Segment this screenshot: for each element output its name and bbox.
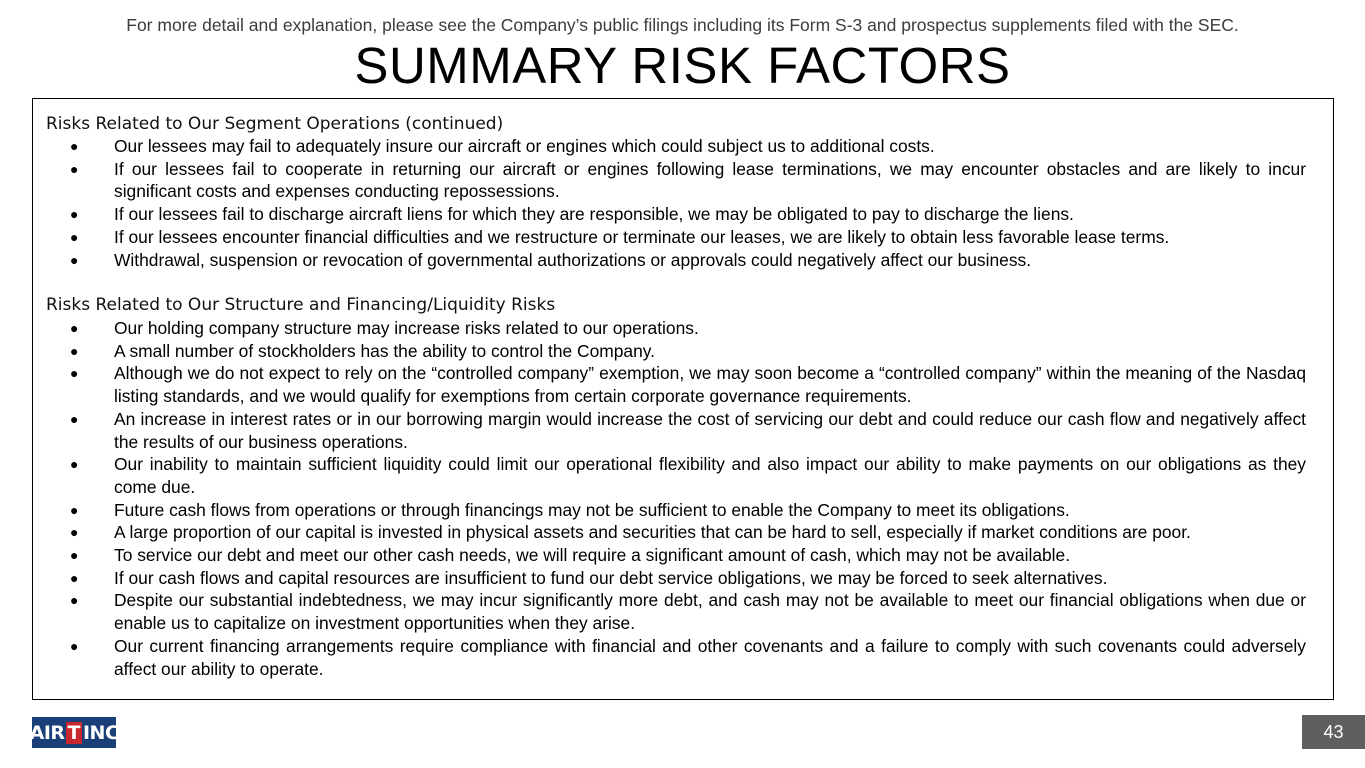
list-item-text: Our current financing arrangements require compliance with financial and other covenants and a failure to comply with such covenants could adversely affect our ability to operate. (114, 635, 1306, 679)
list-item-text: An increase in interest rates or in our borrowing margin would increase the cost of servicing our debt and could reduce our cash flow and negatively affect the results of our business operations. (114, 408, 1306, 452)
list-item-text: A large proportion of our capital is invested in physical assets and securities that can be hard to sell, especially if market conditions are poor. (114, 522, 1191, 543)
list-item (33, 544, 1333, 567)
bullet-icon: ● (70, 501, 79, 518)
logo-text-right: INC (82, 721, 119, 744)
risk-factors-box (32, 98, 1334, 700)
logo-text-accent: T (67, 721, 80, 744)
list-item (33, 408, 1333, 453)
list-item-text: If our lessees encounter financial difficulties and we restructure or terminate our leases, we are likely to obtain less favorable lease terms. (114, 226, 1170, 247)
list-item (33, 135, 1333, 158)
bullet-icon: ● (70, 320, 79, 336)
bullet-icon: ● (70, 410, 79, 427)
list-item (33, 340, 1333, 363)
list-item (33, 203, 1333, 226)
list-item-text: Future cash flows from operations or through financings may not be sufficient to enable the Company to meet its obligations. (114, 499, 1070, 520)
logo-text-left: AIR (29, 721, 65, 744)
list-item (33, 521, 1333, 544)
bullet-icon: ● (70, 637, 79, 654)
list-item-text: To service our debt and meet our other cash needs, we will require a significant amount of cash, which may not be available. (114, 545, 1071, 566)
bullet-icon: ● (70, 138, 79, 154)
list-item-text: Withdrawal, suspension or revocation of governmental authorizations or approvals could negatively affect our business. (114, 249, 1032, 270)
company-logo (29, 717, 119, 748)
list-item-text: A small number of stockholders has the ability to control the Company. (114, 340, 655, 361)
bullet-icon: ● (70, 206, 79, 223)
list-item (33, 226, 1333, 249)
bullet-icon: ● (70, 251, 79, 268)
list-item-text: Despite our substantial indebtedness, we may incur significantly more debt, and cash may not be available to meet our financial obligations when due or enable us to capitalize on investment opportunities when they arise. (114, 590, 1306, 634)
list-item (33, 567, 1333, 590)
list-item-text: Our lessees may fail to adequately insure our aircraft or engines which could subject us to additional costs. (114, 136, 935, 156)
list-item (33, 635, 1333, 680)
list-item (33, 453, 1333, 498)
list-item-text: If our cash flows and capital resources are insufficient to fund our debt service obligations, we may be forced to seek alternatives. (114, 567, 1108, 588)
list-item (33, 158, 1333, 203)
section-heading: Risks Related to Our Structure and Financing/Liquidity Risks (46, 295, 556, 315)
list-item (33, 317, 1333, 340)
page-number: 43 (1302, 715, 1365, 749)
list-item (33, 362, 1333, 407)
bullet-icon: ● (70, 456, 79, 473)
list-item-text: If our lessees fail to cooperate in returning our aircraft or engines following lease terminations, we may encounter obstacles and are likely to incur significant costs and expenses conducting repossessions. (114, 158, 1306, 202)
bullet-icon: ● (70, 342, 79, 359)
list-item-text: Our inability to maintain sufficient liquidity could limit our operational flexibility and also impact our ability to make payments on our obligations as they come due. (114, 454, 1306, 497)
bullet-icon: ● (70, 228, 79, 245)
list-item (33, 589, 1333, 634)
section-heading: Risks Related to Our Segment Operations (continued) (46, 114, 504, 134)
list-item (33, 249, 1333, 272)
bullet-icon: ● (70, 547, 79, 564)
bullet-list (33, 135, 1333, 271)
bullet-icon: ● (70, 365, 79, 382)
bullet-icon: ● (70, 592, 79, 609)
list-item-text: If our lessees fail to discharge aircraft liens for which they are responsible, we may be obligated to pay to discharge the liens. (114, 204, 1074, 225)
bullet-icon: ● (70, 524, 79, 541)
bullet-icon: ● (70, 569, 79, 586)
list-item-text: Our holding company structure may increase risks related to our operations. (114, 318, 699, 338)
list-item (33, 499, 1333, 522)
bullet-icon: ● (70, 160, 79, 177)
bullet-list (33, 317, 1333, 680)
page-title: SUMMARY RISK FACTORS (354, 37, 1011, 94)
disclaimer: For more detail and explanation, please see the Company’s public filings including its Form S-3 and prospectus supplements filed with the SEC. (126, 15, 1239, 35)
list-item-text: Although we do not expect to rely on the “controlled company” exemption, we may soon become a “controlled company” within the meaning of the Nasdaq listing standards, and we would qualify for exemptions from certain corporate governance requirements. (114, 363, 1306, 407)
